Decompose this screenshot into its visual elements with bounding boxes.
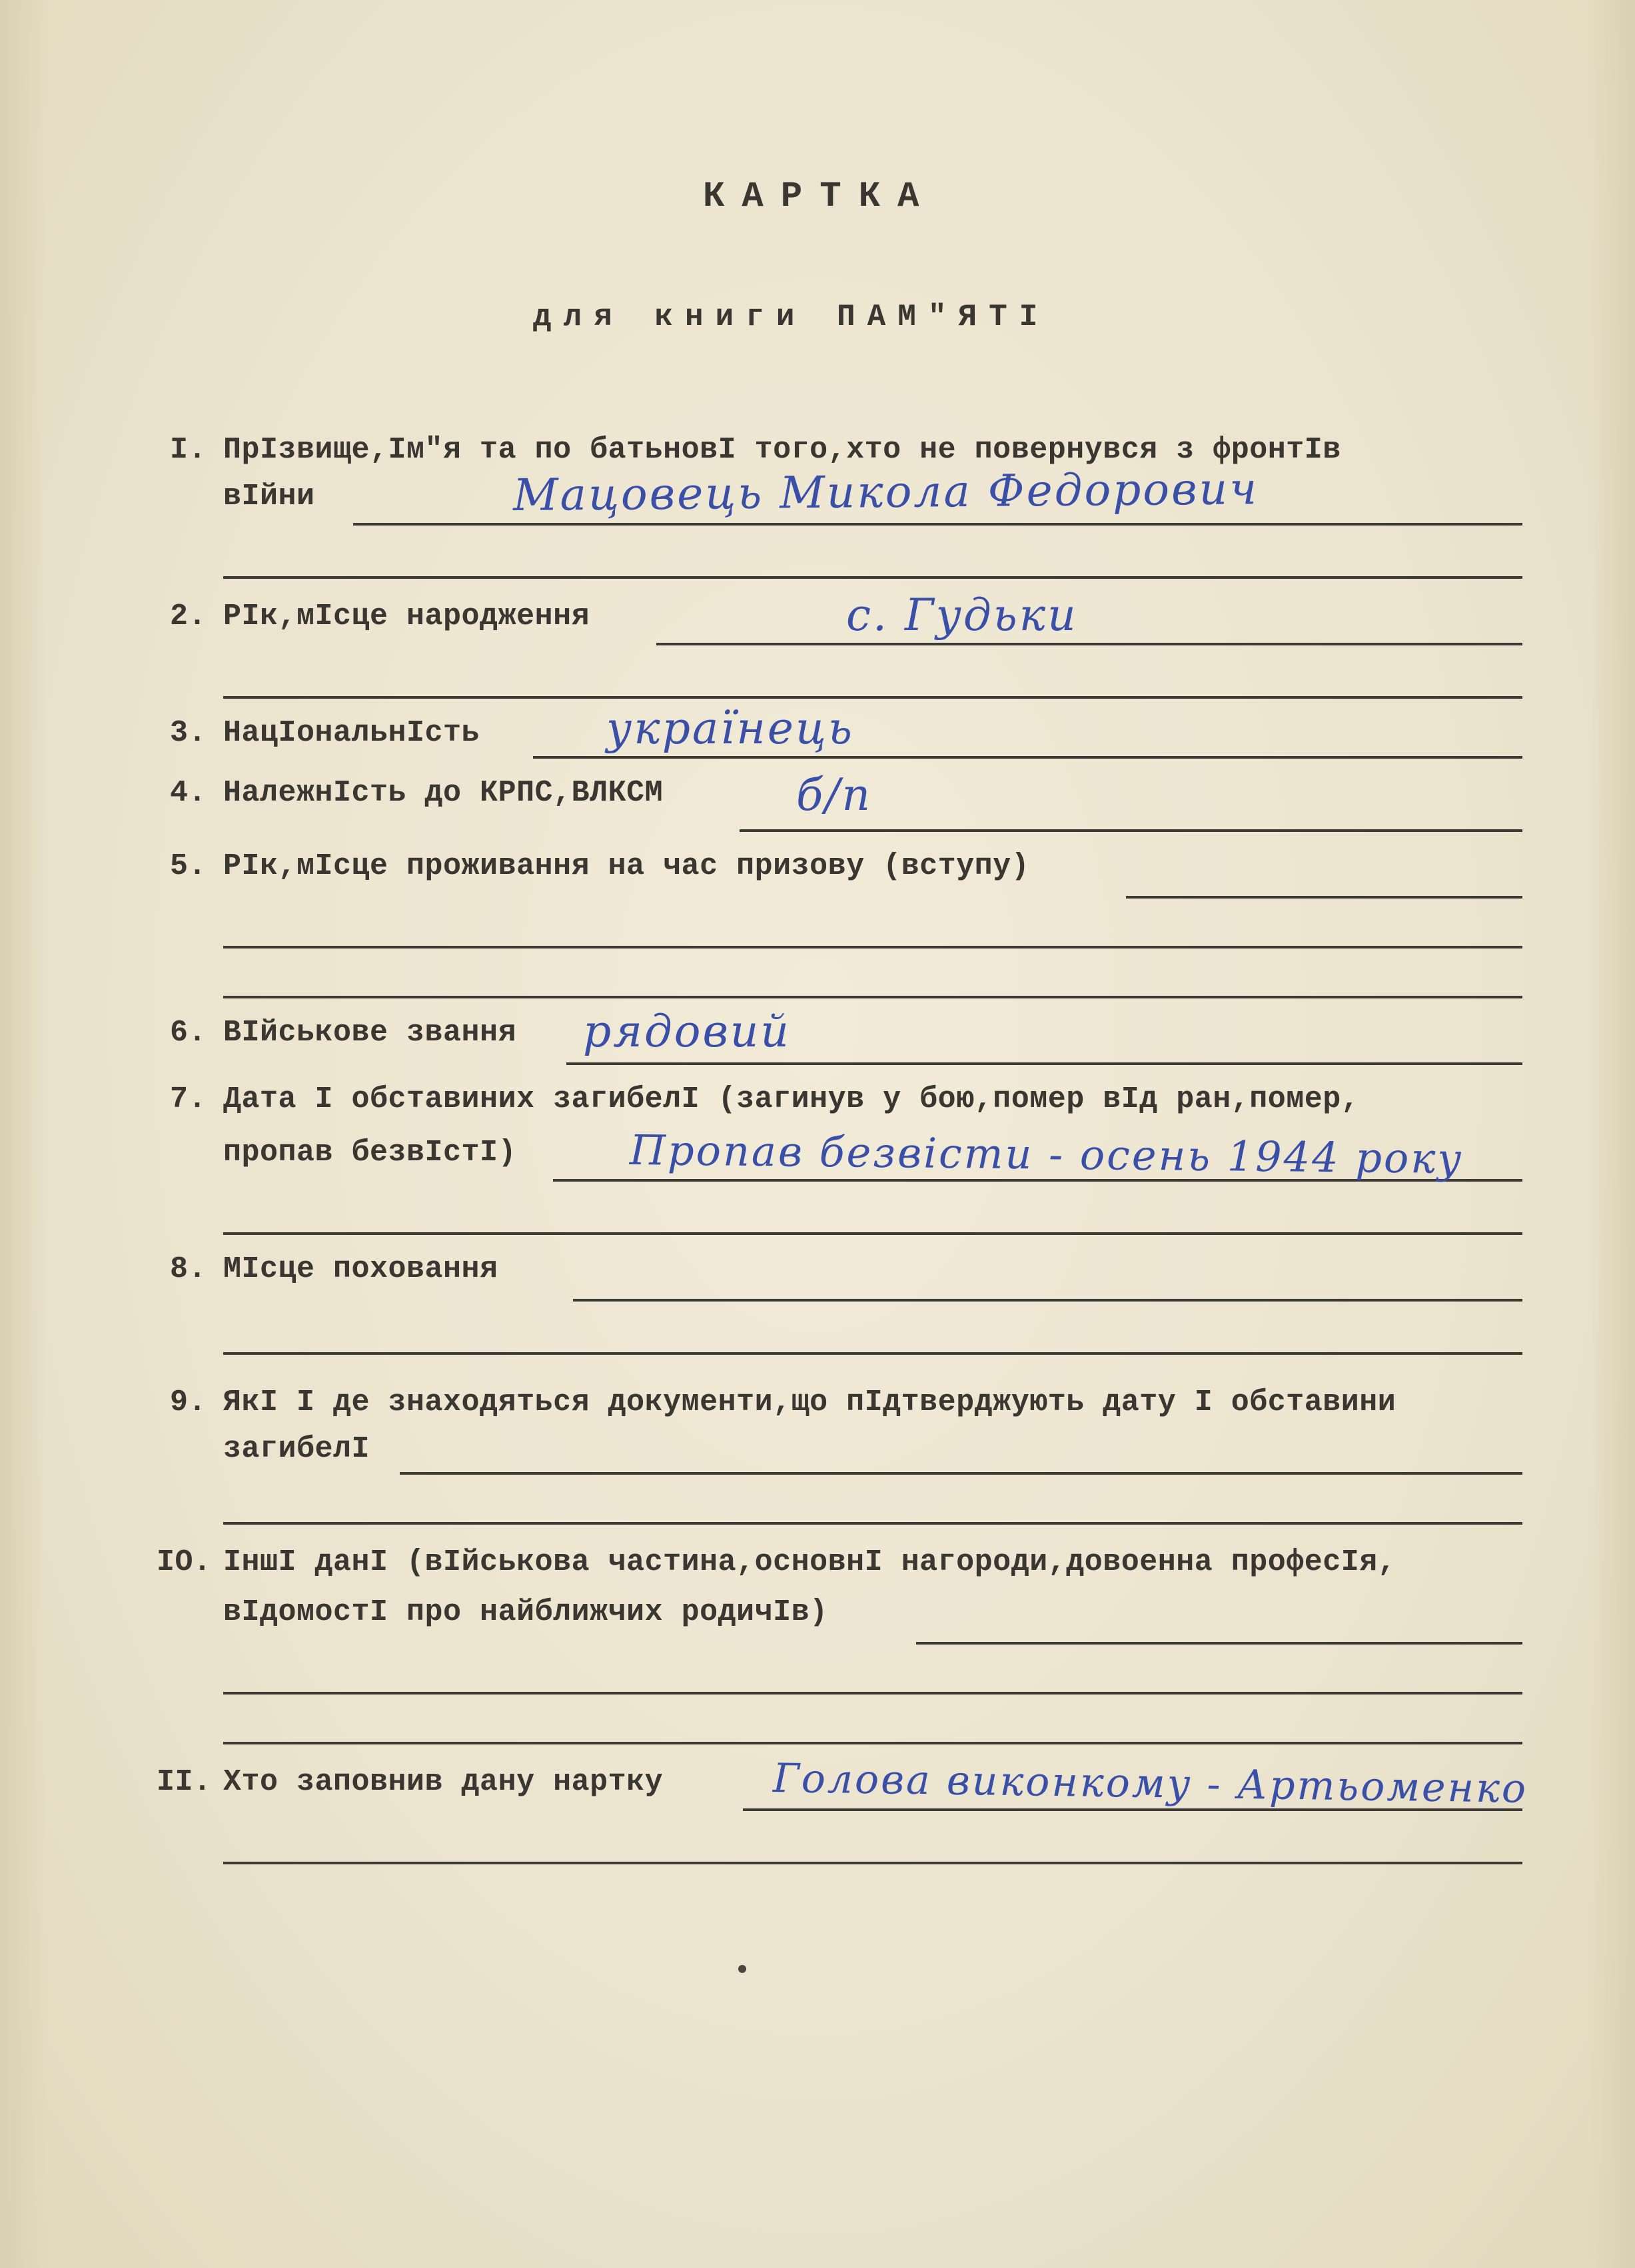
field-4-label: НалежнІсть до КРПС,ВЛКСМ bbox=[223, 776, 664, 810]
field-7-extra-line bbox=[223, 1232, 1522, 1235]
field-3-value-line bbox=[533, 756, 1522, 759]
field-10-extra-line-2 bbox=[223, 1742, 1522, 1744]
field-10-value-line bbox=[916, 1642, 1522, 1645]
field-6-value-line bbox=[566, 1062, 1522, 1065]
field-6-handwritten-rank[interactable]: рядовий bbox=[583, 1006, 791, 1057]
field-11-number: II. bbox=[157, 1765, 212, 1799]
field-1-label-line2: вІйни bbox=[223, 480, 315, 514]
field-10-label-line2: вІдомостІ про найближчих родичІв) bbox=[223, 1595, 828, 1629]
field-8-value-line bbox=[573, 1299, 1522, 1302]
field-3-number: 3. bbox=[170, 716, 207, 750]
field-5-number: 5. bbox=[170, 849, 207, 883]
field-4-number: 4. bbox=[170, 776, 207, 810]
field-5-extra-line-2 bbox=[223, 996, 1522, 998]
field-5-extra-line-1 bbox=[223, 946, 1522, 948]
field-1-handwritten-name[interactable]: Мацовець Микола Федорович bbox=[512, 463, 1259, 521]
field-2-number: 2. bbox=[170, 599, 207, 633]
field-11-handwritten-filled-by[interactable]: Голова виконкому - Артьоменко bbox=[772, 1755, 1528, 1812]
field-10-number: IO. bbox=[157, 1545, 212, 1579]
card-subtitle: для книги ПАМ"ЯТІ bbox=[533, 300, 1050, 334]
field-11-extra-line bbox=[223, 1862, 1522, 1864]
field-1-label-line1: ПрІзвище,Ім"я та по батьновІ того,хто не повернувся з фронтІв bbox=[223, 433, 1341, 467]
field-1-value-line bbox=[353, 523, 1522, 526]
field-3-handwritten-nationality[interactable]: українець bbox=[606, 703, 854, 754]
field-8-number: 8. bbox=[170, 1252, 207, 1286]
field-10-label-line1: ІншІ данІ (вІйськова частина,основнІ нагороди,довоенна професІя, bbox=[223, 1545, 1396, 1579]
field-5-value-line bbox=[1126, 896, 1522, 899]
card-title: КАРТКА bbox=[703, 177, 937, 217]
field-7-label-line1: Дата І обставиних загибелІ (загинув у бою,помер вІд ран,помер, bbox=[223, 1082, 1360, 1116]
field-2-extra-line bbox=[223, 696, 1522, 699]
field-9-extra-line bbox=[223, 1522, 1522, 1525]
field-2-handwritten-birthplace[interactable]: с. Гудьки bbox=[846, 589, 1078, 641]
field-7-number: 7. bbox=[170, 1082, 207, 1116]
field-8-extra-line bbox=[223, 1352, 1522, 1355]
field-6-number: 6. bbox=[170, 1016, 207, 1050]
field-4-value-line bbox=[740, 829, 1522, 832]
field-2-value-line bbox=[656, 643, 1522, 645]
ink-spot bbox=[738, 1965, 746, 1973]
field-7-handwritten-circumstances[interactable]: Пропав безвісти - осень 1944 року bbox=[629, 1126, 1464, 1184]
field-1-extra-line bbox=[223, 576, 1522, 579]
field-10-extra-line-1 bbox=[223, 1692, 1522, 1695]
field-4-handwritten-party[interactable]: б/п bbox=[796, 769, 873, 821]
field-1-number: I. bbox=[170, 433, 207, 467]
field-6-label: ВІйськове звання bbox=[223, 1016, 517, 1050]
field-9-label-line2: загибелІ bbox=[223, 1432, 370, 1466]
field-11-label: Хто заповнив дану нартку bbox=[223, 1765, 664, 1799]
field-7-label-line2: пропав безвІстІ) bbox=[223, 1136, 517, 1170]
field-9-number: 9. bbox=[170, 1385, 207, 1419]
field-3-label: НацІональнІсть bbox=[223, 716, 480, 750]
field-9-value-line bbox=[400, 1472, 1522, 1475]
field-2-label: РІк,мІсце народження bbox=[223, 599, 590, 633]
field-5-label: РІк,мІсце проживання на час призову (вступу) bbox=[223, 849, 1030, 883]
field-8-label: МІсце поховання bbox=[223, 1252, 498, 1286]
field-9-label-line1: ЯкІ І де знаходяться документи,що пІдтверджують дату І обставини bbox=[223, 1385, 1396, 1419]
